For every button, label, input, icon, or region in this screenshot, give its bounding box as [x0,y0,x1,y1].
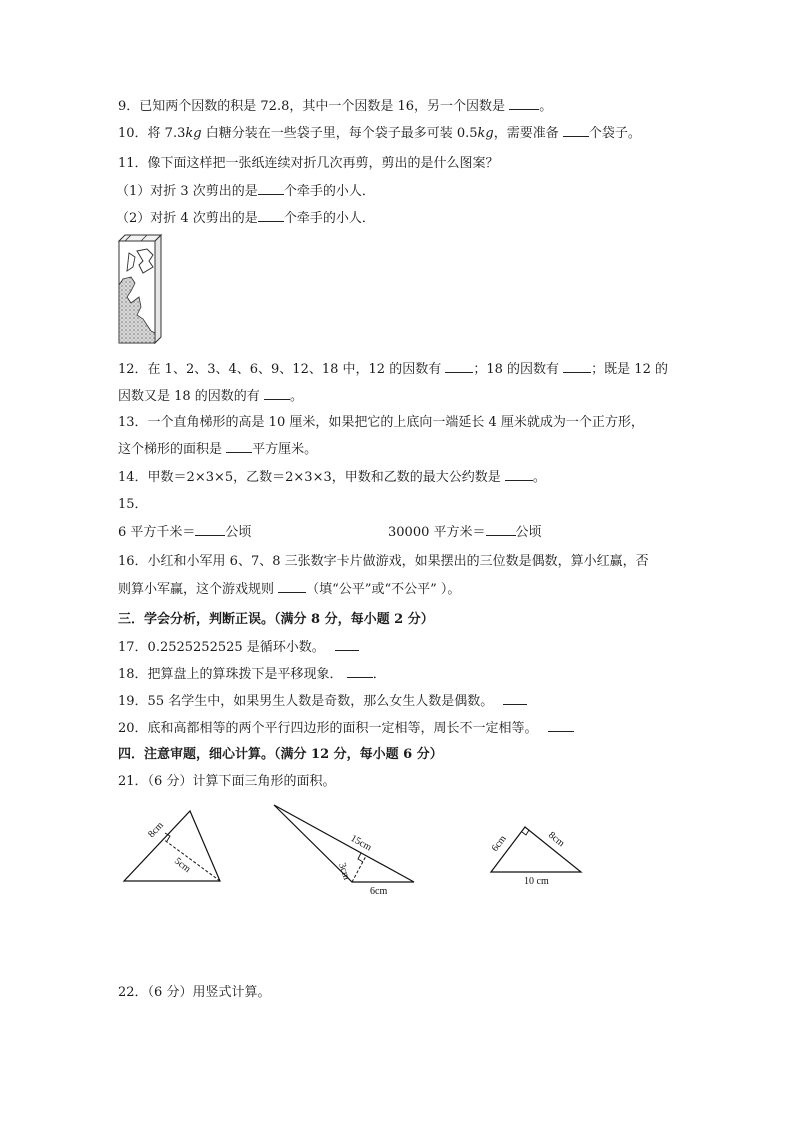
answer-blank[interactable] [563,360,591,373]
question-11-part-2: （2）对折 4 次剪出的是 个牵手的小人． [116,211,375,226]
answer-blank[interactable] [548,719,574,732]
question-21: 21．（6 分）计算下面三角形的面积。 [118,774,336,789]
question-19: 19．55 名学生中，如果男生人数是奇数，那么女生人数是偶数。 [118,692,527,711]
question-11-part-1: （1）对折 3 次剪出的是 个牵手的小人． [116,184,375,199]
answer-blank[interactable] [226,440,252,453]
triangle-1-figure [118,808,228,888]
question-20: 20．底和高都相等的两个平行四边形的面积一定相等，周长不一定相等。 [118,719,574,738]
answer-blank[interactable] [503,692,527,705]
triangle-2-side-label: 15cm [348,833,374,854]
answer-blank[interactable] [258,182,284,195]
answer-blank[interactable] [347,665,373,678]
question-13: 13．一个直角梯形的高是 10 厘米，如果把它的上底向一端延长 4 厘米就成为一个正方形， [118,415,644,430]
question-16: 16．小红和小军用 6、7、8 三张数字卡片做游戏，如果摆出的三位数是偶数，算小红赢，否 [118,554,649,569]
answer-blank[interactable] [264,387,290,400]
triangle-2-figure [270,802,420,898]
triangle-1-side-label: 8cm [146,819,166,841]
question-13-line-2: 这个梯形的面积是 平方厘米。 [118,442,318,457]
triangle-3-right-label: 8cm [546,829,567,850]
question-16-line-2: 则算小军赢，这个游戏规则 （填“公平”或“不公平” ）。 [118,582,461,597]
question-10: 10．将 7.3kg 白糖分装在一些袋子里，每个袋子最多可装 0.5kg，需要准备 个袋子。 [118,126,641,141]
question-15-right: 30000 平方米＝ 公顷 [388,525,542,540]
question-14: 14．甲数＝2×3×5，乙数＝2×3×3，甲数和乙数的最大公约数是 。 [118,470,546,485]
question-9: 9．已知两个因数的积是 72.8，其中一个因数是 16，另一个因数是 。 [118,99,553,114]
question-12-line-2: 因数又是 18 的因数的有 。 [118,389,303,404]
triangle-2-height-label: 3cm [336,861,352,882]
triangle-2-base-label: 6cm [370,886,388,897]
folded-paper-figure [117,233,163,345]
answer-blank[interactable] [335,638,359,651]
answer-blank[interactable] [445,360,473,373]
answer-blank[interactable] [278,580,306,593]
question-12: 12．在 1、2、3、4、6、9、12、18 中，12 的因数有 ；18 的因数有 ；既是 12 的 [118,362,668,377]
section-3-heading: 三．学会分析，判断正误。（满分 8 分，每小题 2 分） [118,612,434,627]
triangle-3-left-label: 6cm [489,833,509,854]
triangle-3-figure [486,820,586,890]
question-18: 18．把算盘上的算珠拨下是平移现象． ． [118,667,386,682]
answer-blank[interactable] [258,209,284,222]
section-4-heading: 四．注意审题，细心计算。（满分 12 分，每小题 6 分） [118,747,443,762]
answer-blank[interactable] [505,468,533,481]
question-15-left: 6 平方千米＝ 公顷 [118,525,252,540]
question-22: 22．（6 分）用竖式计算。 [118,985,271,1000]
question-11: 11．像下面这样把一张纸连续对折几次再剪，剪出的是什么图案？ [118,156,499,171]
triangle-1-height-label: 5cm [172,855,193,875]
answer-blank[interactable] [195,523,225,536]
triangle-3-base-label: 10 cm [524,876,549,887]
answer-blank[interactable] [509,97,539,110]
answer-blank[interactable] [563,124,589,137]
question-17: 17．0.2525252525 是循环小数。 [118,638,359,657]
question-15: 15． [118,497,148,512]
answer-blank[interactable] [486,523,516,536]
